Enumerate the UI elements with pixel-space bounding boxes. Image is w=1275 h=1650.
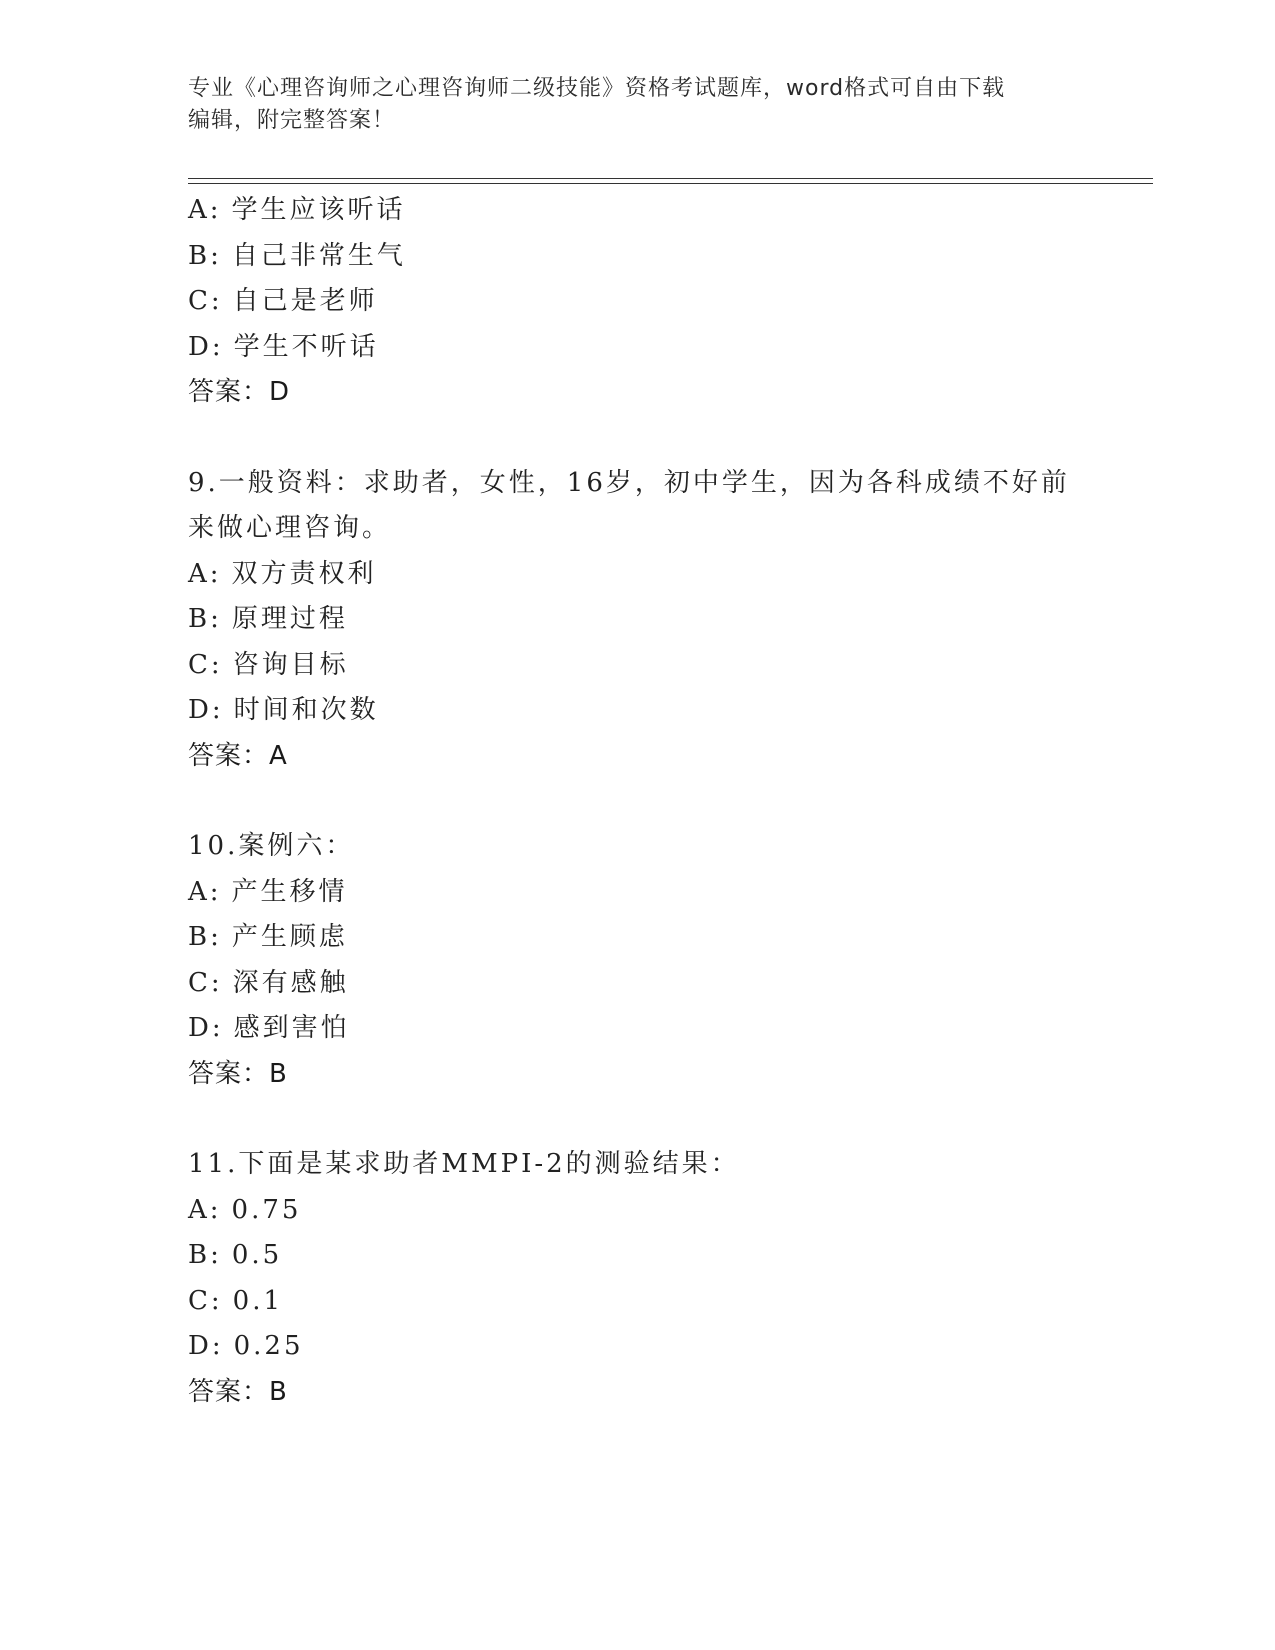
option-text: 深有感触: [232, 967, 349, 998]
option-letter: A:: [188, 195, 222, 225]
option-text: 感到害怕: [233, 1013, 350, 1043]
option-text: 自己是老师: [232, 286, 378, 316]
option-d: [188, 688, 1088, 734]
option-text: 0.25: [233, 1331, 304, 1361]
header-divider-bottom: [188, 183, 1153, 184]
option-letter: A:: [188, 558, 222, 589]
option-text: 学生不听话: [233, 331, 379, 362]
spacer: [188, 779, 1088, 824]
question-list: [188, 188, 1088, 1415]
document-header: [188, 73, 1068, 137]
option-text: 0.5: [231, 1240, 283, 1270]
header-divider-top: [188, 178, 1153, 179]
option-b: [188, 597, 1088, 643]
option-text: 双方责权利: [231, 558, 377, 589]
option-b: [188, 915, 1088, 961]
question-9: [188, 461, 1088, 780]
question-stem: 10.案例六：: [188, 831, 355, 861]
answer-line: 答案：D: [188, 377, 291, 407]
spacer: [188, 1097, 1088, 1142]
option-letter: D:: [188, 1013, 224, 1043]
question-8: [188, 188, 1088, 416]
spacer: [188, 416, 1088, 461]
option-b: [188, 1233, 1088, 1279]
option-d: [188, 1324, 1088, 1370]
option-c: [188, 1279, 1088, 1325]
option-text: 0.75: [231, 1194, 302, 1225]
option-letter: A:: [188, 876, 222, 907]
option-c: [188, 279, 1088, 325]
question-10: [188, 824, 1088, 1097]
option-letter: A:: [188, 1194, 222, 1225]
option-d: [188, 1006, 1088, 1052]
option-letter: B:: [188, 604, 222, 634]
option-b: [188, 234, 1088, 280]
option-letter: D:: [188, 1331, 224, 1361]
option-a: [188, 1188, 1088, 1234]
option-c: [188, 961, 1088, 1007]
option-text: 学生应该听话: [231, 195, 406, 225]
option-letter: B:: [188, 922, 222, 952]
option-letter: C:: [188, 967, 223, 998]
option-text: 0.1: [232, 1285, 284, 1316]
option-text: 原理过程: [231, 604, 348, 634]
option-letter: C:: [188, 1285, 223, 1316]
option-text: 自己非常生气: [231, 240, 406, 271]
option-d: [188, 325, 1088, 371]
option-letter: D:: [188, 331, 224, 362]
option-letter: C:: [188, 286, 223, 316]
option-letter: D:: [188, 695, 224, 725]
question-stem: 11.下面是某求助者MMPI-2的测验结果：: [188, 1149, 740, 1179]
header-line-2: 编辑，附完整答案！: [188, 108, 396, 133]
question-stem-continued: 来做心理咨询。: [188, 513, 392, 543]
question-stem: 9.一般资料：求助者，女性，16岁，初中学生，因为各科成绩不好前: [188, 467, 1070, 498]
option-c: [188, 643, 1088, 689]
answer-line: 答案：B: [188, 1376, 288, 1407]
option-text: 产生顾虑: [231, 922, 348, 952]
option-text: 咨询目标: [232, 649, 349, 680]
option-text: 时间和次数: [233, 695, 379, 725]
option-a: [188, 188, 1088, 234]
option-text: 产生移情: [231, 876, 348, 907]
header-line-1: 专业《心理咨询师之心理咨询师二级技能》资格考试题库，word格式可自由下载: [188, 76, 1006, 101]
option-a: [188, 552, 1088, 598]
option-a: [188, 870, 1088, 916]
answer-line: 答案：A: [188, 740, 288, 771]
option-letter: B:: [188, 1240, 222, 1270]
option-letter: C:: [188, 649, 223, 680]
option-letter: B:: [188, 240, 222, 271]
answer-line: 答案：B: [188, 1058, 288, 1089]
question-11: [188, 1142, 1088, 1415]
